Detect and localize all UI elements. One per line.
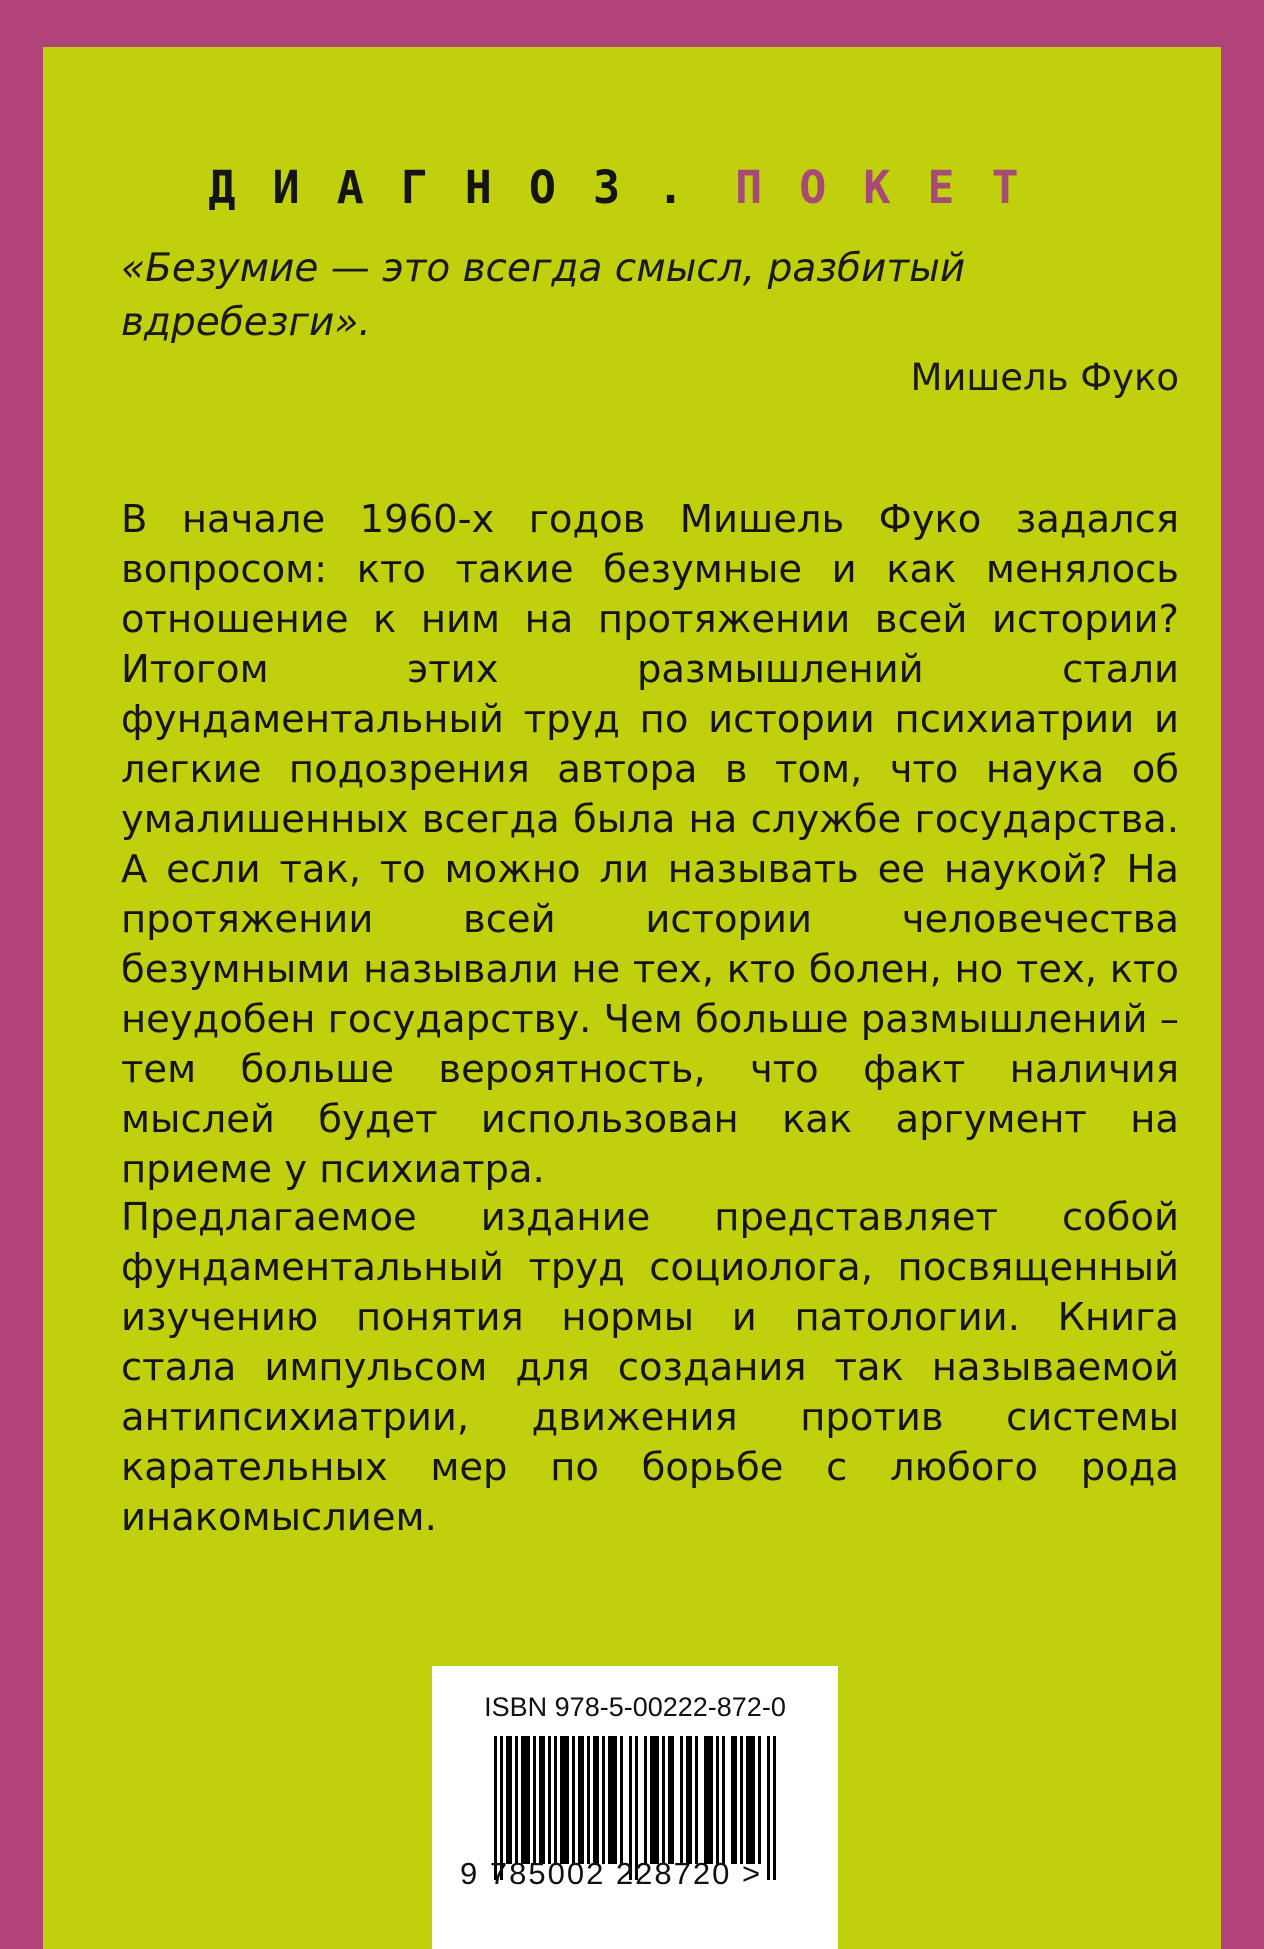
description-paragraph-1: В начале 1960-х годов Мишель Фуко задался вопросом: кто такие безумные и как менялось отношение к ним на протяжении всей истории? Итогом этих размышлений стали фундаментальный труд по истории психиатрии и легкие подозрения автора в том, что наука об умалишенных всегда была на службе государства. А если так, то можно ли называть ее наукой? На протяжении всей истории человечества безумными называли не тех, кто болен, но тех, кто неудобен государству. Чем больше размышлений – тем больше вероятность, что факт наличия мыслей будет использован как аргумент на приеме у психиатра.	[121, 497, 1179, 1192]
barcode-box	[432, 1666, 838, 1949]
series-title-part2: ПОКЕТ	[735, 161, 1056, 214]
barcode-arrow: >	[742, 1856, 763, 1891]
barcode-digit-first: 9	[460, 1856, 480, 1891]
barcode-digits-rest: 785002 228720	[489, 1856, 732, 1891]
isbn-label: ISBN 978-5-00222-872-0	[484, 1692, 786, 1722]
cover-back-panel	[43, 47, 1221, 1949]
epigraph-author: Мишель Фуко	[910, 356, 1179, 399]
description-paragraph-2: Предлагаемое издание представляет собой фундаментальный труд социолога, посвященный изучению понятия нормы и патологии. Книга стала импульсом для создания так называемой антипсихиатрии, движения против системы карательных мер по борьбе с любого рода инакомыслием.	[121, 1195, 1179, 1540]
epigraph-quote: «Безумие — это всегда смысл, разбитый вдребезги».	[121, 246, 966, 345]
barcode-digits	[460, 1856, 820, 1892]
series-title	[43, 160, 1221, 216]
series-title-part1: ДИАГНОЗ.	[208, 161, 722, 214]
